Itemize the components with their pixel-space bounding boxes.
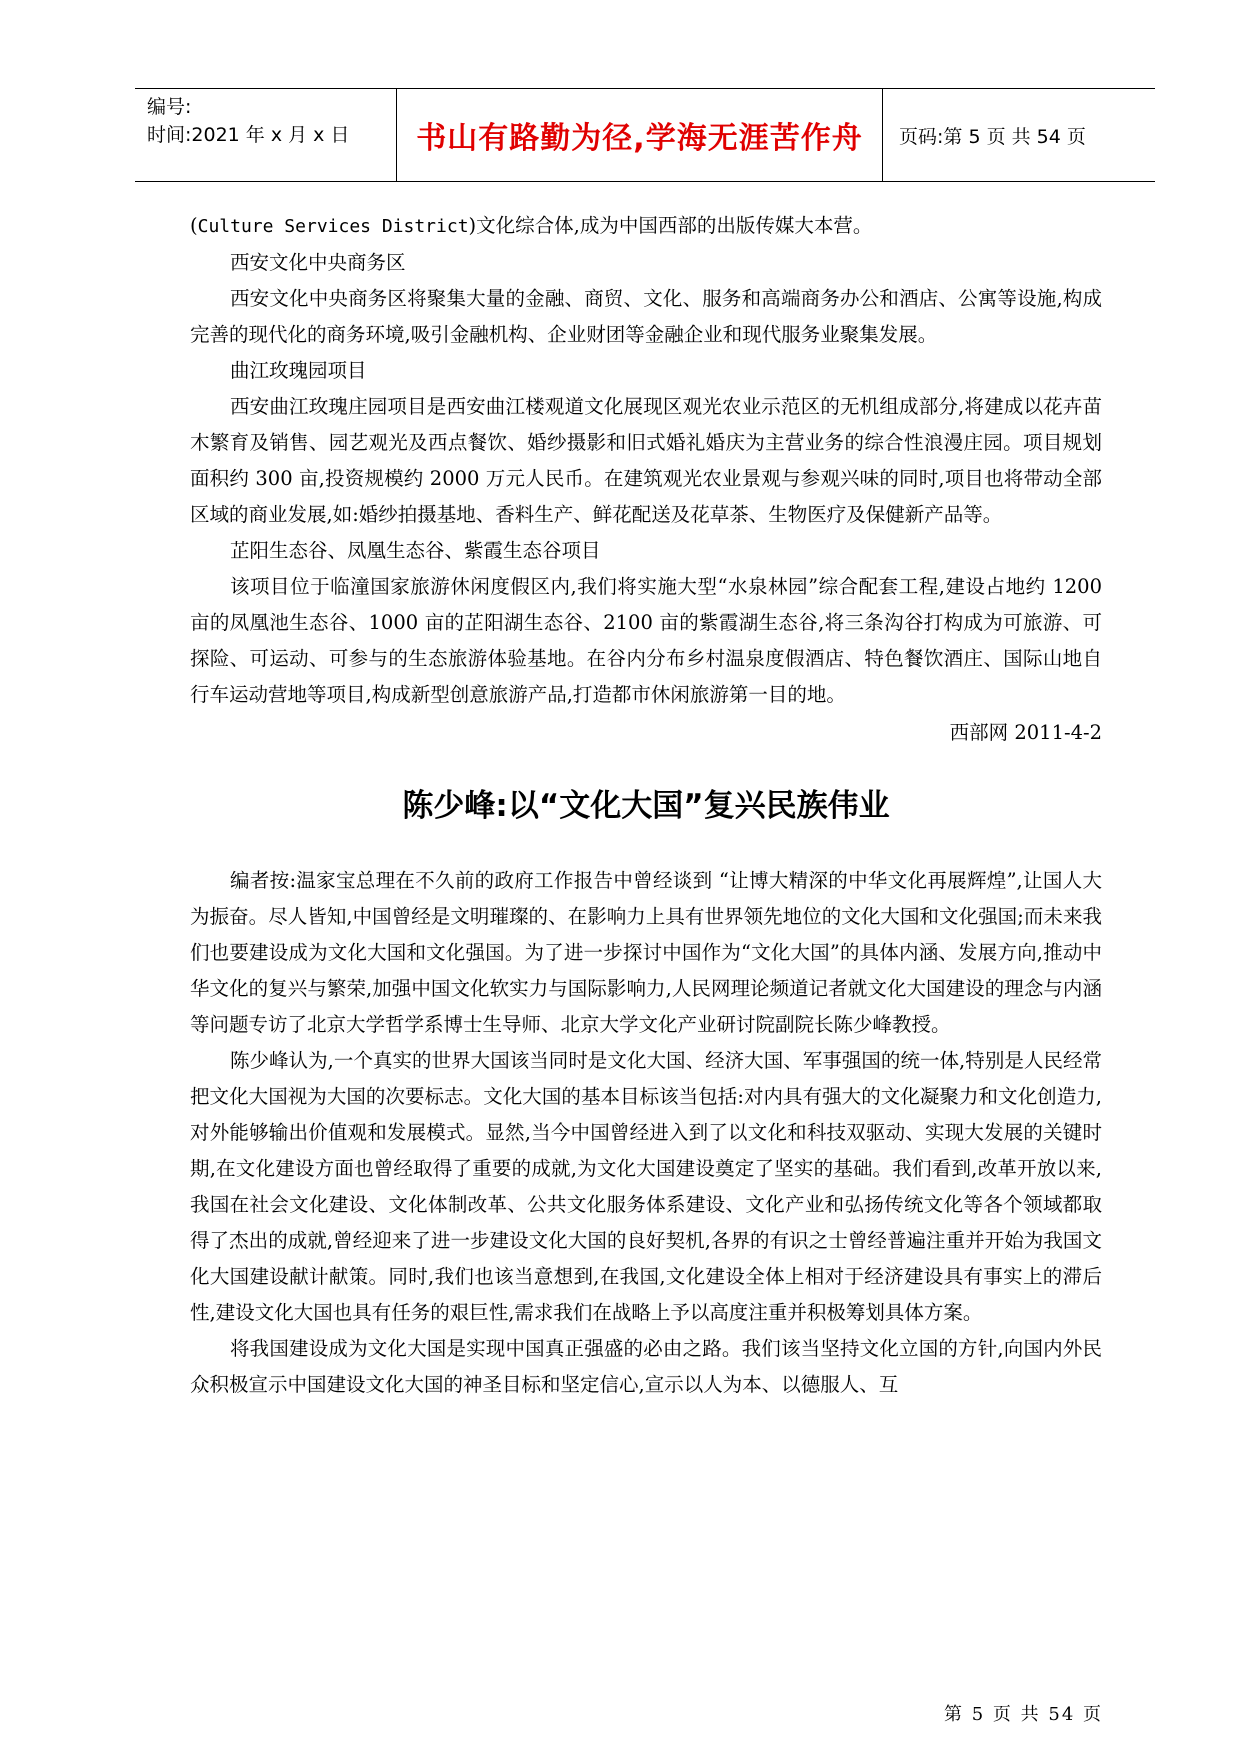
body-paragraph: 陈少峰认为,一个真实的世界大国该当同时是文化大国、经济大国、军事强国的统一体,特别是人民经常把文化大国视为大国的次要标志。文化大国的基本目标该当包括:对内具有强大的文化凝聚力和文化创造力,对外能够输出价值观和发展模式。显然,当今中国曾经进入到了以文化和科技双驱动、实现大发展的关键时期,在文化建设方面也曾经取得了重要的成就,为文化大国建设奠定了坚实的基础。我们看到,改革开放以来,我国在社会文化建设、文化体制改革、公共文化服务体系建设、文化产业和弘扬传统文化等各个领域都取得了杰出的成就,曾经迎来了进一步建设文化大国的良好契机,各界的有识之士曾经普遍注重并开始为我国文化大国建设献计献策。同时,我们也该当意想到,在我国,文化建设全体上相对于经济建设具有事实上的滞后性,建设文化大国也具有任务的艰巨性,需求我们在战略上予以高度注重并积极筹划具体方案。 bbox=[190, 1049, 1102, 1324]
article-title: 陈少峰:以“文化大国”复兴民族伟业 bbox=[402, 788, 890, 824]
section-heading: 曲江玫瑰园项目 bbox=[230, 359, 367, 382]
page-footer: 第 5 页 共 54 页 bbox=[944, 1704, 1103, 1725]
header-meta bbox=[135, 89, 397, 181]
document-number-label: 编号: bbox=[147, 96, 192, 118]
header-motto: 书山有路勤为径,学海无涯苦作舟 bbox=[397, 89, 883, 181]
continuation-paragraph bbox=[190, 208, 1102, 245]
spacer bbox=[190, 751, 1102, 781]
page-content bbox=[190, 208, 1102, 1403]
body-paragraph: 将我国建设成为文化大国是实现中国真正强盛的必由之路。我们该当坚持文化立国的方针,向国内外民众积极宣示中国建设文化大国的神圣目标和坚定信心,宣示以人为本、以德服人、互 bbox=[190, 1337, 1102, 1396]
continuation-text: )文化综合体,成为中国西部的出版传媒大本营。 bbox=[468, 214, 873, 237]
page-header bbox=[135, 88, 1155, 182]
article-source: 西部网 2011-4-2 bbox=[949, 721, 1102, 744]
document-time-label: 时间:2021 年 x 月 x 日 bbox=[147, 124, 350, 146]
section-heading: 芷阳生态谷、凤凰生态谷、紫霞生态谷项目 bbox=[230, 539, 601, 562]
section-body: 西安曲江玫瑰庄园项目是西安曲江楼观道文化展现区观光农业示范区的无机组成部分,将建成以花卉苗木繁育及销售、园艺观光及西点餐饮、婚纱摄影和旧式婚礼婚庆为主营业务的综合性浪漫庄园。项目规划面积约 300 亩,投资规模约 2000 万元人民币。在建筑观光农业景观与参观兴味的同时,项目也将带动全部区域的商业发展,如:婚纱拍摄基地、香料生产、鲜花配送及花草茶、生物医疗及保健新产品等。 bbox=[190, 395, 1102, 526]
section-body: 该项目位于临潼国家旅游休闲度假区内,我们将实施大型“水泉林园”综合配套工程,建设占地约 1200 亩的凤凰池生态谷、1000 亩的芷阳湖生态谷、2100 亩的紫霞湖生态谷,将三条沟谷打构成为可旅游、可探险、可运动、可参与的生态旅游体验基地。在谷内分布乡村温泉度假酒店、特色餐饮酒庄、国际山地自行车运动营地等项目,构成新型创意旅游产品,打造都市休闲旅游第一目的地。 bbox=[190, 575, 1102, 706]
editor-note: 编者按:温家宝总理在不久前的政府工作报告中曾经谈到 “让博大精深的中华文化再展辉煌”,让国人大为振奋。尽人皆知,中国曾经是文明璀璨的、在影响力上具有世界领先地位的文化大国和文化强国;而未来我们也要建设成为文化大国和文化强国。为了进一步探讨中国作为“文化大国”的具体内涵、发展方向,推动中华文化的复兴与繁荣,加强中国文化软实力与国际影响力,人民网理论频道记者就文化大国建设的理念与内涵等问题专访了北京大学哲学系博士生导师、北京大学文化产业研讨院副院长陈少峰教授。 bbox=[190, 869, 1102, 1036]
section-body: 西安文化中央商务区将聚集大量的金融、商贸、文化、服务和高端商务办公和酒店、公寓等设施,构成完善的现代化的商务环境,吸引金融机构、企业财团等金融企业和现代服务业聚集发展。 bbox=[190, 287, 1102, 346]
section-heading: 西安文化中央商务区 bbox=[230, 251, 406, 274]
spacer bbox=[190, 831, 1102, 863]
paren-open: ( bbox=[190, 214, 198, 237]
header-page-label: 页码:第 5 页 共 54 页 bbox=[899, 125, 1086, 148]
latin-term: Culture Services District bbox=[197, 216, 469, 237]
